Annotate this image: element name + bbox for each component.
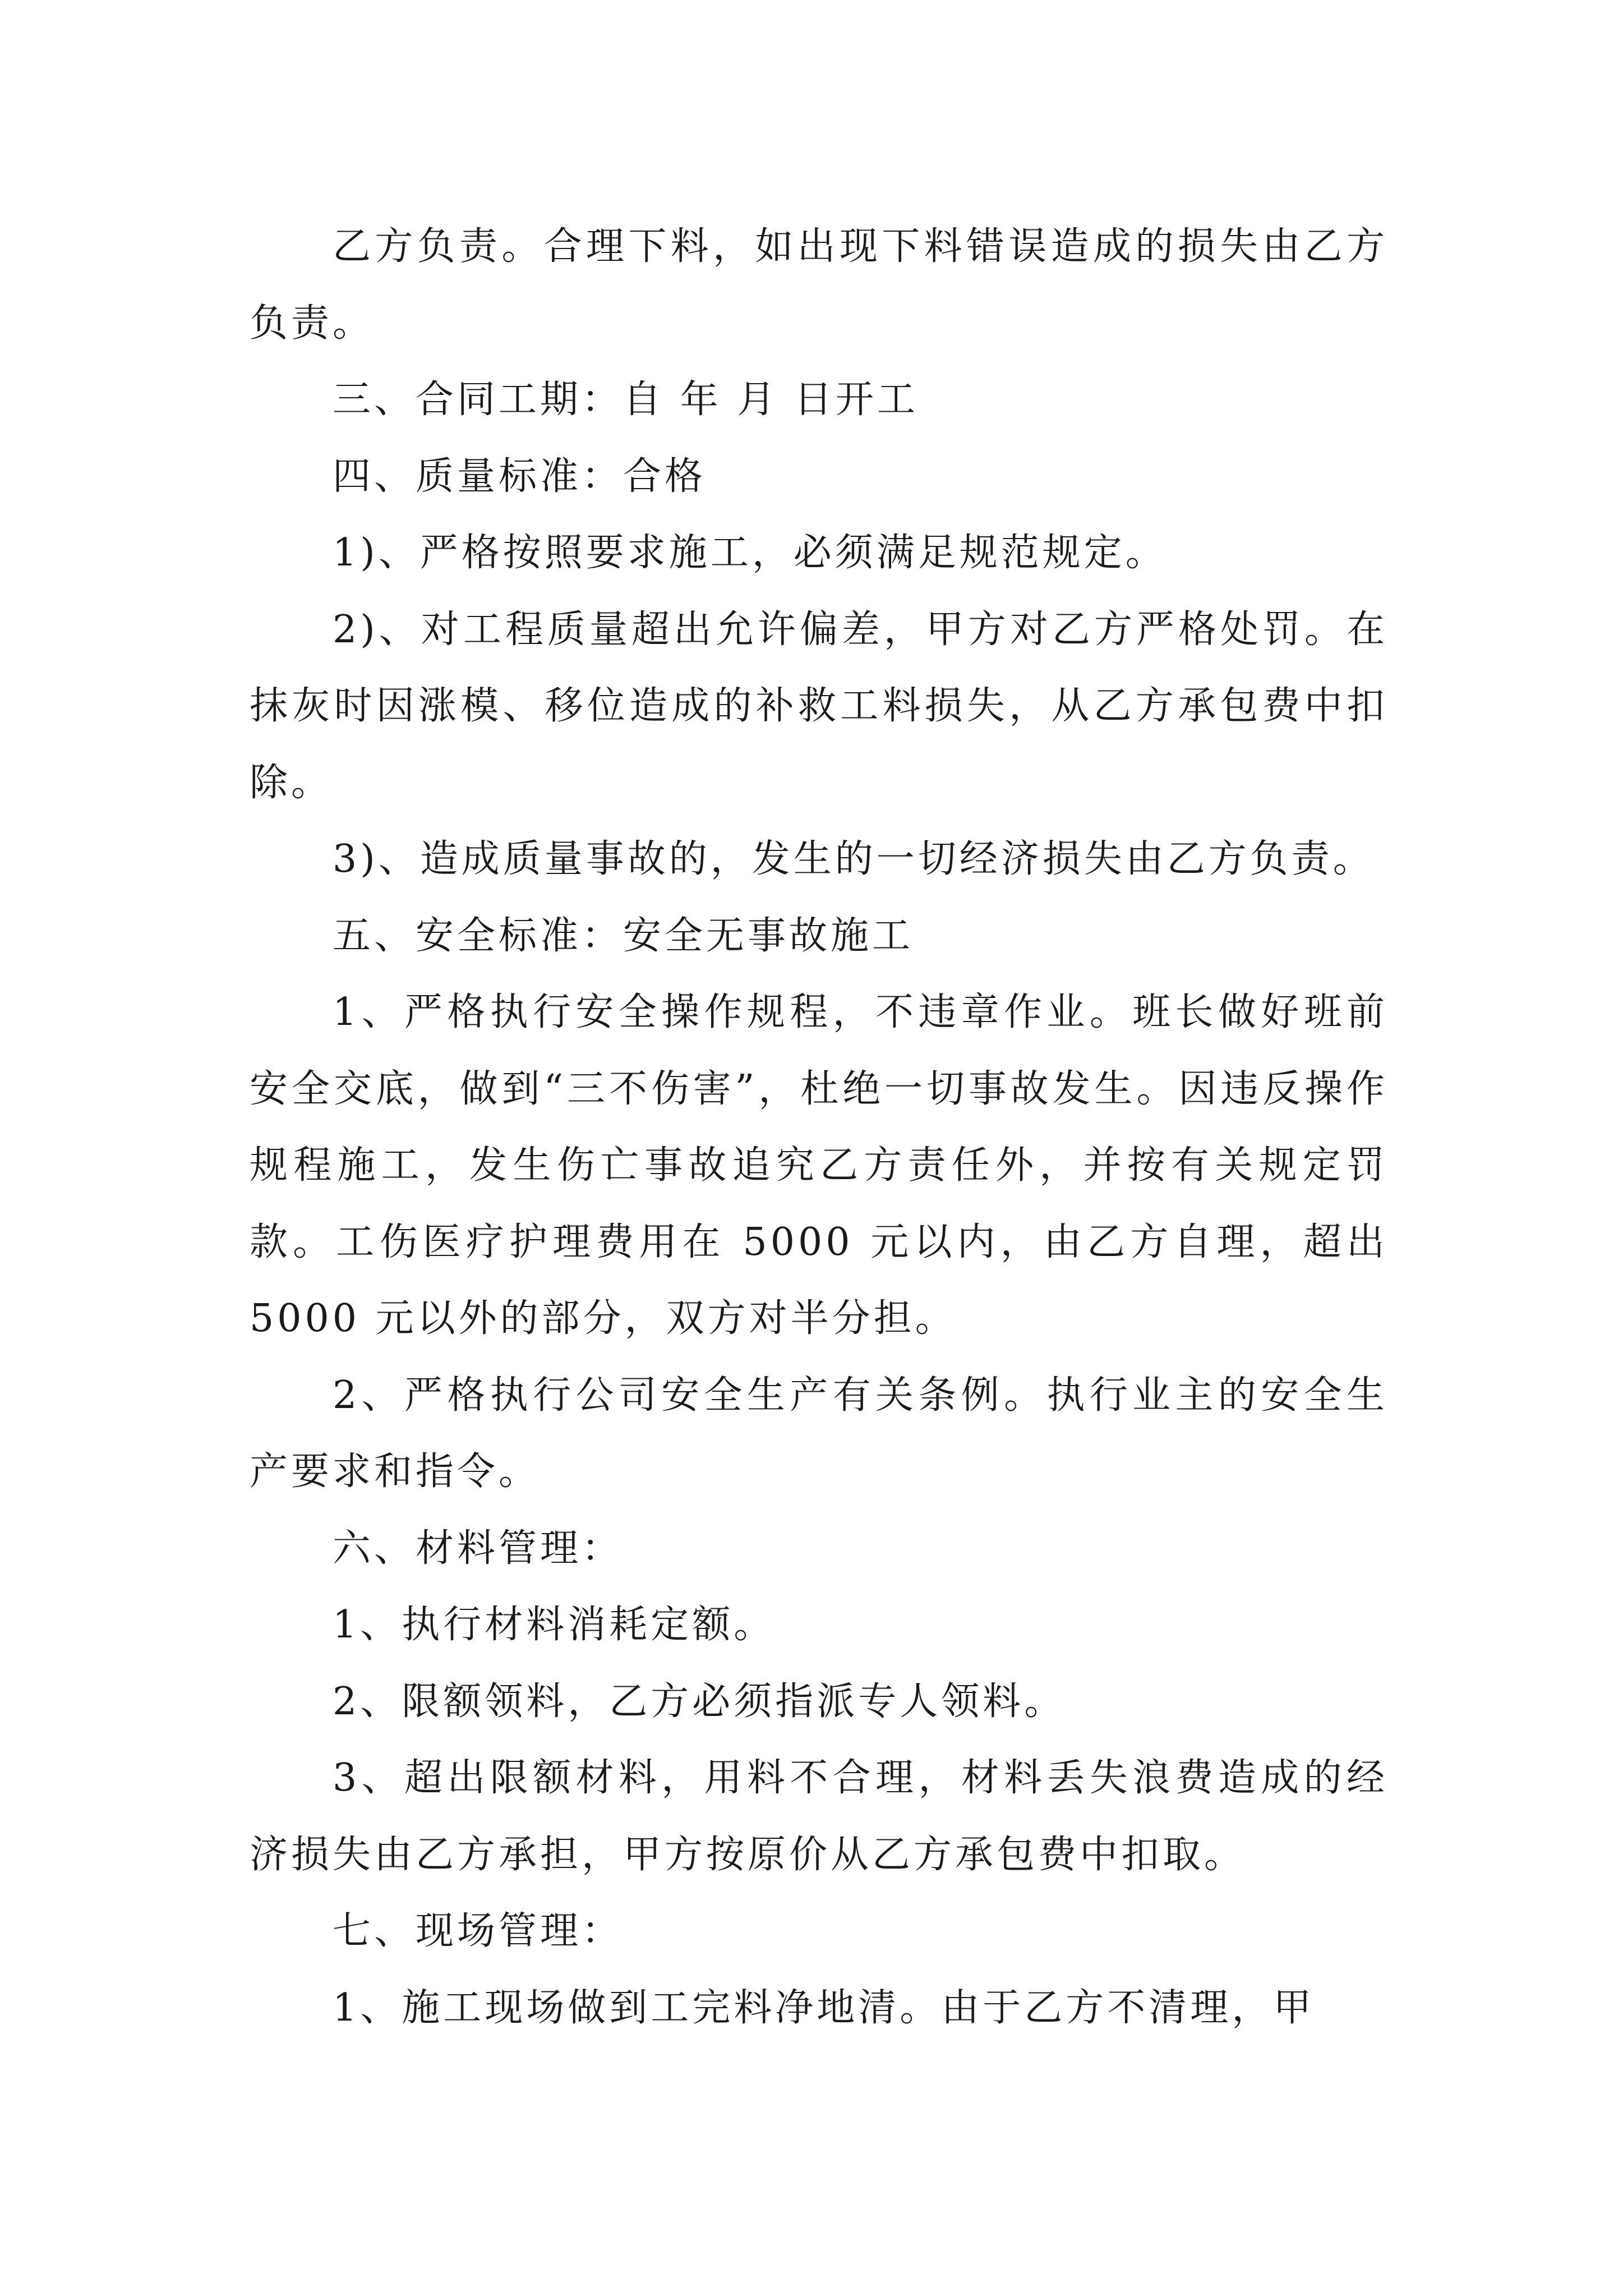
paragraph-14: 七、现场管理： [333,1909,624,1953]
paragraph-2: 三、合同工期：自 年 月 日开工 [333,378,919,422]
paragraph-7: 五、安全标准：安全无事故施工 [333,913,914,958]
document-body [250,209,1388,2046]
paragraph-8: 1、严格执行安全操作规程，不违章作业。班长做好班前安全交底，做到“三不伤害”，杜绝一切事故发生。因违反操作规程施工，发生伤亡事故追究乙方责任外，并按有关规定罚款。工伤医疗护理费用在 5000 元以内，由乙方自理，超出 5000 元以外的部分，双方对半分担。 [250,990,1388,1341]
paragraph-3: 四、质量标准：合格 [333,454,707,499]
paragraph-10: 六、材料管理： [333,1526,624,1571]
paragraph-13: 3、超出限额材料，用料不合理，材料丢失浪费造成的经济损失由乙方承担，甲方按原价从乙方承包费中扣取。 [250,1756,1388,1877]
paragraph-4: 1)、严格按照要求施工，必须满足规范规定。 [333,531,1167,575]
paragraph-15: 1、施工现场做到工完料净地清。由于乙方不清理，甲 [333,1985,1315,2030]
paragraph-1: 乙方负责。合理下料，如出现下料错误造成的损失由乙方负责。 [250,224,1388,346]
paragraph-6: 3)、造成质量事故的，发生的一切经济损失由乙方负责。 [333,837,1375,881]
paragraph-9: 2、严格执行公司安全生产有关条例。执行业主的安全生产要求和指令。 [250,1373,1388,1494]
paragraph-11: 1、执行材料消耗定额。 [333,1603,776,1647]
paragraph-12: 2、限额领料，乙方必须指派专人领料。 [333,1679,1066,1724]
paragraph-5: 2)、对工程质量超出允许偏差，甲方对乙方严格处罚。在抹灰时因涨模、移位造成的补救工料损失，从乙方承包费中扣除。 [250,607,1388,805]
